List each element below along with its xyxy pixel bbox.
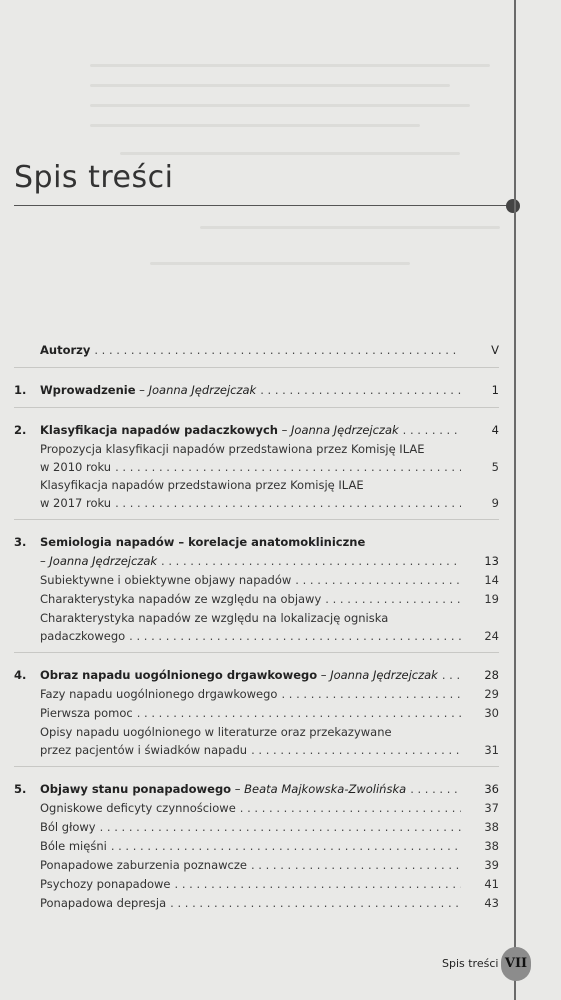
subsection-page: 38 — [484, 839, 499, 853]
entry-separator — [14, 766, 499, 767]
bleed-through-line — [90, 124, 420, 127]
chapter-author: Joanna Jędrzejczak — [291, 423, 399, 437]
subsection-title-cont: padaczkowego — [40, 629, 126, 643]
subsection-title: Ponapadowa depresja — [40, 896, 167, 910]
subsection-entry — [14, 571, 499, 590]
chapter-heading — [40, 666, 438, 685]
subsection-entry — [14, 685, 499, 704]
subsection-entry — [14, 837, 499, 856]
leader-dots — [442, 666, 461, 685]
chapter-title: Wprowadzenie — [40, 383, 136, 397]
subsection-title: Charakterystyka napadów ze względu na lokalizację ogniska — [40, 611, 389, 625]
subsection-page: 39 — [484, 858, 499, 872]
subsection-title: Pierwsza pomoc — [40, 706, 133, 720]
chapter-number: 3. — [14, 535, 27, 549]
entry-separator — [14, 519, 499, 520]
title-rule — [14, 205, 514, 206]
chapter-page: V — [491, 343, 499, 357]
leader-dots — [251, 741, 461, 759]
chapter-page: 13 — [484, 554, 499, 568]
subsection-title: Ponapadowe zaburzenia poznawcze — [40, 858, 247, 872]
subsection-entry — [14, 704, 499, 723]
chapter-number: 4. — [14, 668, 27, 682]
subsection-entry — [14, 609, 499, 627]
author-dash: – — [317, 668, 331, 682]
rule-dot-ornament — [506, 199, 520, 213]
chapter-author-line — [14, 552, 499, 571]
chapter-page: 28 — [484, 668, 499, 682]
subsection-title: Charakterystyka napadów ze względu na objawy — [40, 592, 322, 606]
leader-dots — [115, 494, 461, 512]
subsection-title-cont: przez pacjentów i świadków napadu — [40, 743, 248, 757]
subsection-page: 14 — [484, 573, 499, 587]
subsection-entry — [14, 818, 499, 837]
subsection-entry-cont — [14, 741, 499, 759]
toc-entry — [14, 381, 499, 400]
chapter-heading — [40, 421, 399, 440]
table-of-contents — [14, 341, 499, 913]
chapter-heading — [40, 780, 406, 799]
leader-dots — [251, 856, 461, 875]
subsection-page: 43 — [484, 896, 499, 910]
subsection-page: 19 — [484, 592, 499, 606]
leader-dots — [170, 894, 461, 913]
subsection-entry — [14, 723, 499, 741]
chapter-author-wrap — [40, 552, 157, 571]
subsection-page: 41 — [484, 877, 499, 891]
toc-entry — [14, 341, 499, 360]
subsection-title: Opisy napadu uogólnionego w literaturze oraz przekazywane — [40, 725, 392, 739]
bleed-through-line — [90, 64, 490, 67]
author-dash: – — [40, 554, 50, 568]
chapter-author: Joanna Jędrzejczak — [330, 668, 438, 682]
subsection-title: Psychozy ponapadowe — [40, 877, 171, 891]
leader-dots — [260, 381, 461, 400]
subsection-page: 9 — [491, 496, 499, 510]
toc-entry — [14, 533, 499, 552]
subsection-page: 30 — [484, 706, 499, 720]
chapter-title: Objawy stanu ponapadowego — [40, 782, 232, 796]
leader-dots — [115, 458, 461, 476]
subsection-entry — [14, 799, 499, 818]
subsection-title: Ogniskowe deficyty czynnościowe — [40, 801, 236, 815]
bleed-through-line — [90, 84, 450, 87]
leader-dots — [403, 421, 461, 440]
subsection-title: Fazy napadu uogólnionego drgawkowego — [40, 687, 278, 701]
chapter-heading — [40, 381, 256, 400]
subsection-title-cont: w 2017 roku — [40, 496, 112, 510]
subsection-page: 38 — [484, 820, 499, 834]
leader-dots — [240, 799, 461, 818]
subsection-entry — [14, 476, 499, 494]
leader-dots — [281, 685, 461, 704]
chapter-title: Obraz napadu uogólnionego drgawkowego — [40, 668, 318, 682]
leader-dots — [325, 590, 461, 609]
chapter-title: Autorzy — [40, 343, 91, 357]
subsection-title: Subiektywne i obiektywne objawy napadów — [40, 573, 292, 587]
toc-entry — [14, 666, 499, 685]
chapter-page: 36 — [484, 782, 499, 796]
leader-dots — [94, 341, 461, 360]
bleed-through-line — [120, 152, 460, 155]
footer-section-label: Spis treści — [442, 957, 499, 970]
leader-dots — [111, 837, 461, 856]
bleed-through-line — [150, 262, 410, 265]
leader-dots — [137, 704, 461, 723]
chapter-author: Joanna Jędrzejczak — [49, 554, 158, 568]
subsection-entry — [14, 875, 499, 894]
bleed-through-line — [200, 226, 500, 229]
page-number-badge: VII — [501, 947, 531, 981]
entry-separator — [14, 367, 499, 368]
subsection-title: Bóle mięśni — [40, 839, 107, 853]
leader-dots — [175, 875, 461, 894]
chapter-number: 1. — [14, 383, 27, 397]
chapter-page: 1 — [491, 383, 499, 397]
subsection-title: Klasyfikacja napadów przedstawiona przez Komisję ILAE — [40, 478, 364, 492]
subsection-entry-cont — [14, 627, 499, 645]
chapter-author: Joanna Jędrzejczak — [148, 383, 257, 397]
subsection-entry — [14, 590, 499, 609]
entry-separator — [14, 652, 499, 653]
subsection-page: 29 — [484, 687, 499, 701]
page-title: Spis treści — [14, 160, 174, 195]
subsection-entry-cont — [14, 458, 499, 476]
author-dash: – — [231, 782, 245, 796]
subsection-page: 31 — [484, 743, 499, 757]
chapter-heading — [40, 341, 90, 360]
subsection-page: 24 — [484, 629, 499, 643]
chapter-number: 2. — [14, 423, 27, 437]
chapter-title: Klasyfikacja napadów padaczkowych — [40, 423, 278, 437]
subsection-entry-cont — [14, 494, 499, 512]
subsection-title: Ból głowy — [40, 820, 96, 834]
subsection-entry — [14, 856, 499, 875]
chapter-number: 5. — [14, 782, 27, 796]
author-dash: – — [277, 423, 292, 437]
subsection-entry — [14, 440, 499, 458]
chapter-title: Semiologia napadów – korelacje anatomokliniczne — [40, 535, 366, 549]
toc-entry — [14, 421, 499, 440]
leader-dots — [100, 818, 461, 837]
margin-rule — [514, 0, 516, 1000]
chapter-author: Beata Majkowska-Zwolińska — [244, 782, 407, 796]
leader-dots — [295, 571, 461, 590]
leader-dots — [129, 627, 461, 645]
subsection-title-cont: w 2010 roku — [40, 460, 112, 474]
subsection-title: Propozycja klasyfikacji napadów przedstawiona przez Komisję ILAE — [40, 442, 425, 456]
author-dash: – — [135, 383, 149, 397]
bleed-through-line — [90, 104, 470, 107]
chapter-heading — [40, 533, 365, 552]
entry-separator — [14, 407, 499, 408]
leader-dots — [410, 780, 461, 799]
toc-entry — [14, 780, 499, 799]
subsection-page: 37 — [484, 801, 499, 815]
subsection-page: 5 — [491, 460, 499, 474]
leader-dots — [161, 552, 461, 571]
chapter-page: 4 — [491, 423, 499, 437]
subsection-entry — [14, 894, 499, 913]
